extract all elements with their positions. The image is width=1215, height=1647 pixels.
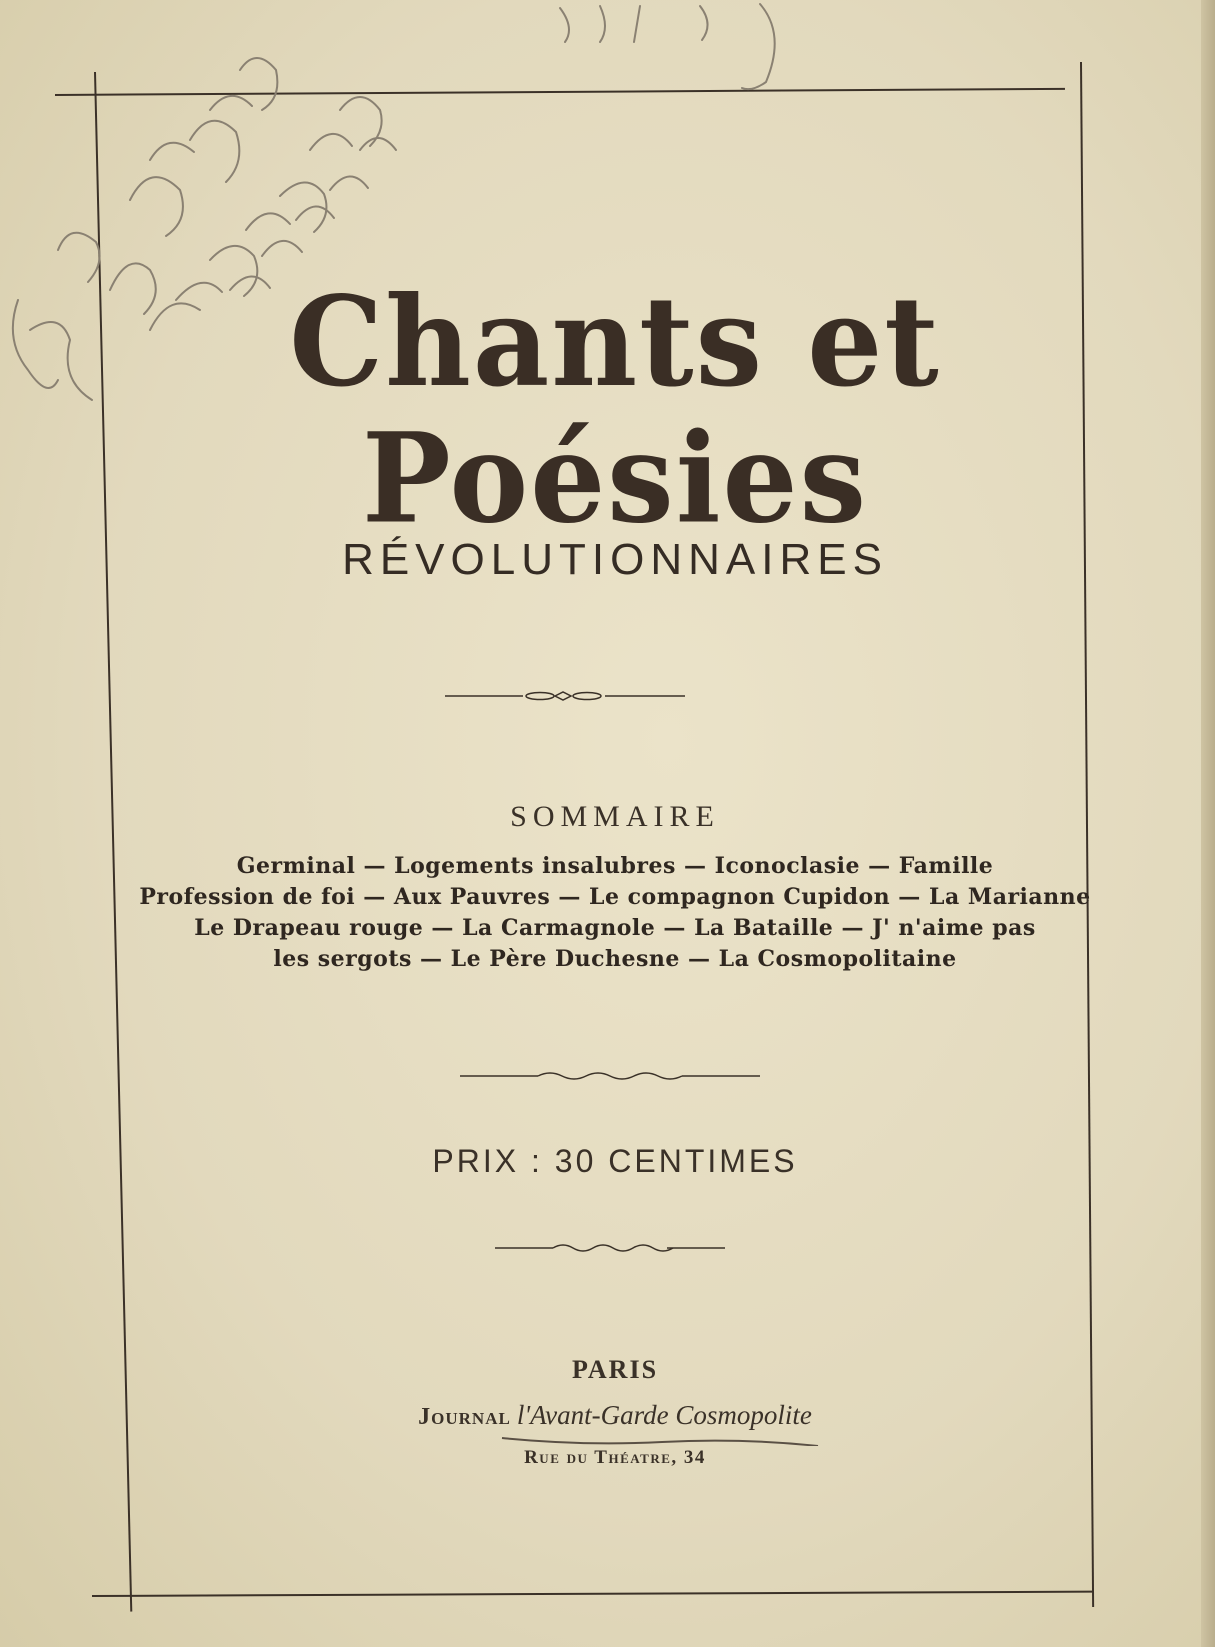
subtitle: RÉVOLUTIONNAIRES xyxy=(342,535,888,584)
sommaire-heading: SOMMAIRE xyxy=(510,800,720,833)
pencil-underline xyxy=(500,1432,820,1446)
ornament-divider-2 xyxy=(460,1068,760,1084)
journal-name: l'Avant-Garde Cosmopolite xyxy=(516,1400,812,1430)
sommaire-line-2: Profession de foi — Aux Pauvres — Le compagnon Cupidon — La Marianne xyxy=(139,884,1091,910)
title: Chants et Poésies xyxy=(289,268,941,551)
imprint-publisher xyxy=(95,1400,1135,1431)
sommaire-line-1: Germinal — Logements insalubres — Iconoclasie — Famille xyxy=(236,853,994,879)
imprint-city: PARIS xyxy=(571,1355,659,1384)
journal-label: Journal xyxy=(418,1404,511,1430)
ornament-divider-1 xyxy=(445,688,685,704)
sommaire-line-3: Le Drapeau rouge — La Carmagnole — La Bataille — J' n'aime pas xyxy=(194,915,1036,941)
price-line: PRIX : 30 CENTIMES xyxy=(432,1143,798,1179)
ornament-divider-3 xyxy=(495,1240,725,1256)
imprint-address: Rue du Théatre, 34 xyxy=(524,1447,706,1468)
sommaire-line-4: les sergots — Le Père Duchesne — La Cosmopolitaine xyxy=(273,946,957,972)
